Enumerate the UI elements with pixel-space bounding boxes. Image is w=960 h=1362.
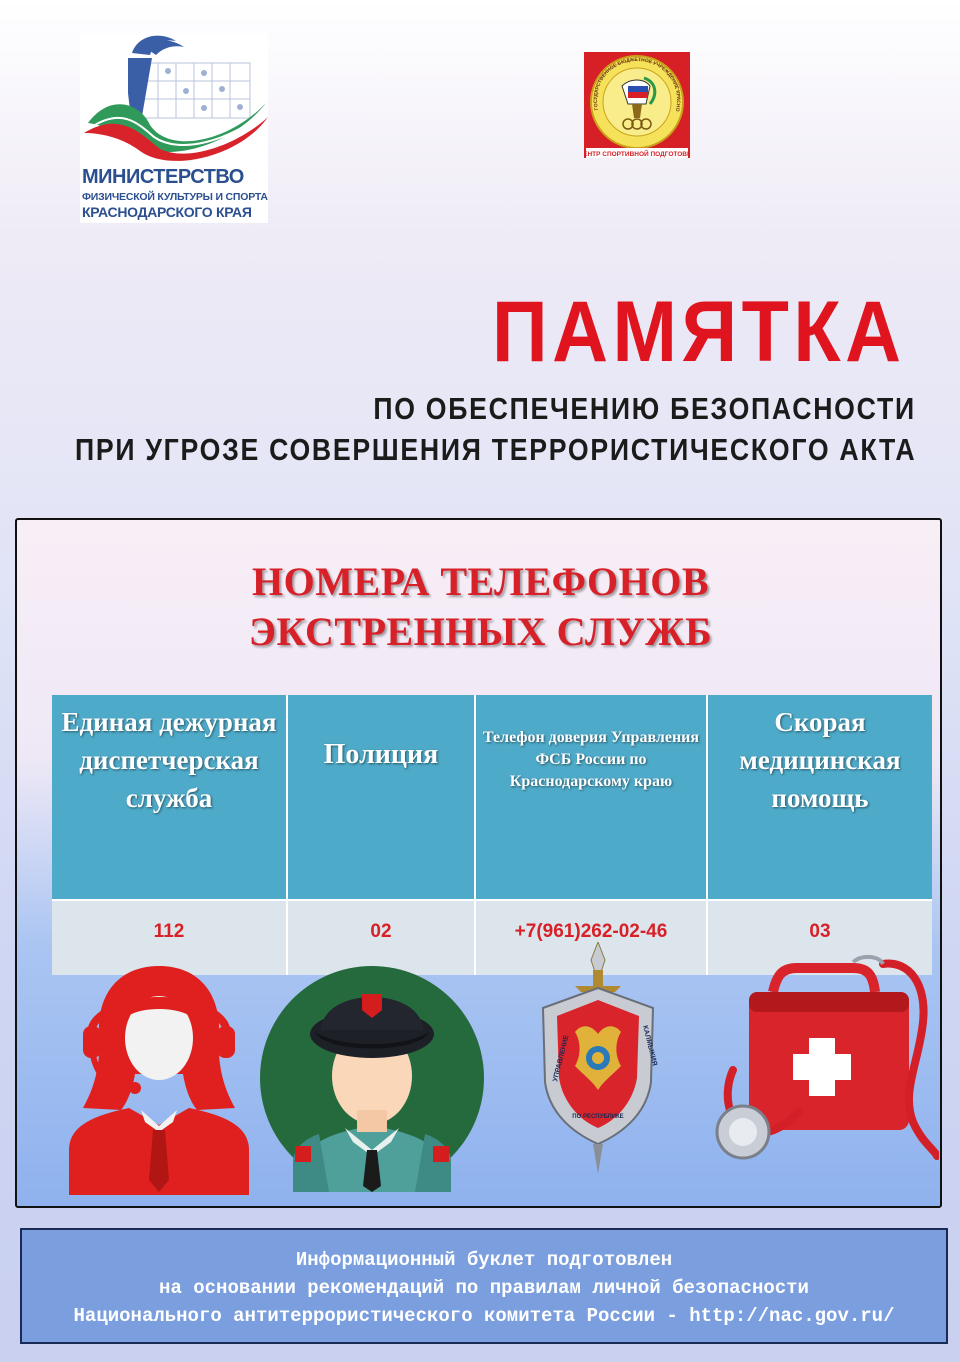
phone-number-edds: 112 (52, 900, 287, 975)
column-header-ambulance: Скорая медицинская помощь (707, 695, 932, 900)
subtitle-line2: ПРИ УГРОЗЕ СОВЕРШЕНИЯ ТЕРРОРИСТИЧЕСКОГО АКТА (74, 432, 916, 467)
phone-number-ambulance: 03 (707, 900, 932, 975)
footer-line2: на основании рекомендаций по правилам личной безопасности (159, 1277, 809, 1299)
phones-table-header-row (52, 695, 932, 900)
ministry-emblem-icon (80, 33, 268, 165)
column-header-edds: Единая дежурная диспетчерская служба (52, 695, 287, 900)
footer-info-box (20, 1228, 948, 1344)
medical-kit-stethoscope-icon (713, 952, 939, 1176)
fsb-emblem-icon (535, 942, 661, 1174)
phones-table (52, 695, 932, 975)
footer-line1: Информационный буклет подготовлен (295, 1249, 673, 1271)
page-title: ПАМЯТКА (491, 284, 905, 380)
school-seal (584, 52, 690, 158)
phones-heading-line1: НОМЕРА ТЕЛЕФОНОВ (251, 559, 710, 604)
police-officer-icon (259, 960, 485, 1192)
emergency-phones-panel (15, 518, 942, 1208)
fsb-ribbon-bottom: ПО РЕСПУБЛИКЕ (572, 1114, 624, 1120)
dispatcher-operator-icon (69, 950, 249, 1195)
phones-heading-line2: ЭКСТРЕННЫХ СЛУЖБ (248, 609, 713, 654)
school-seal-ring-text: ГОСУДАРСТВЕННОЕ БЮДЖЕТНОЕ УЧРЕЖДЕНИЕ КРАСНО (592, 56, 682, 112)
fsb-ribbon-left: УПРАВЛЕНИЕ (552, 1034, 571, 1083)
footer-line3: Национального антитеррористического комитета России - http://nac.gov.ru/ (73, 1305, 895, 1327)
column-header-police: Полиция (287, 695, 475, 900)
phone-number-fsb: +7(961)262-02-46 (475, 900, 707, 975)
ministry-logo (80, 33, 268, 223)
subtitle-line1: ПО ОБЕСПЕЧЕНИЮ БЕЗОПАСНОСТИ (373, 391, 916, 426)
ministry-logo-line2: ФИЗИЧЕСКОЙ КУЛЬТУРЫ И СПОРТА (82, 191, 268, 203)
phone-number-police: 02 (287, 900, 475, 975)
ministry-logo-line3: КРАСНОДАРСКОГО КРАЯ (82, 204, 252, 220)
school-seal-icon (584, 52, 690, 158)
ministry-logo-line1: МИНИСТЕРСТВО (82, 166, 244, 188)
column-header-fsb: Телефон доверия Управления ФСБ России по Краснодарскому краю (475, 695, 707, 900)
fsb-ribbon-right: КАЛМЫКИЯ (641, 1024, 658, 1067)
school-seal-bottom-text: ЦЕНТР СПОРТИВНОЙ ПОДГОТОВКИ (584, 151, 690, 158)
